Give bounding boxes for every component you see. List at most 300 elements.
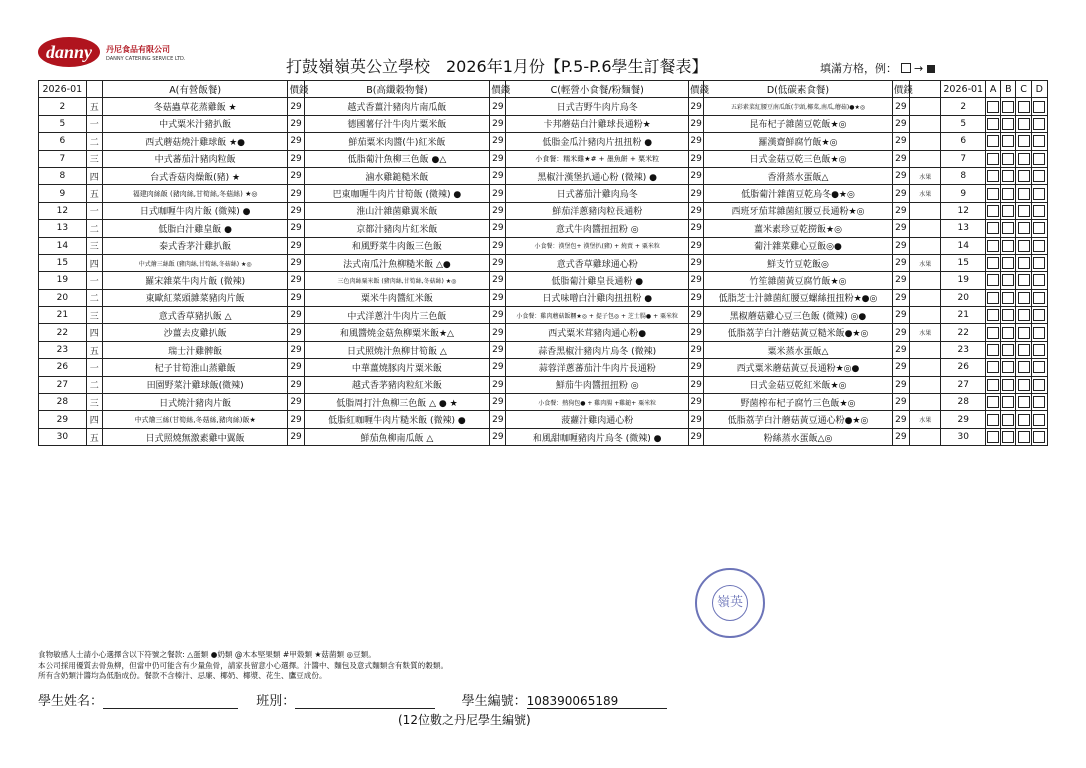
order-checkbox-d[interactable] [1033, 240, 1045, 252]
order-checkbox-d[interactable] [1033, 188, 1045, 200]
price-c: 29 [688, 341, 703, 358]
checkbox-cell-c [1016, 98, 1031, 115]
order-checkbox-c[interactable] [1018, 274, 1030, 286]
order-checkbox-c[interactable] [1018, 222, 1030, 234]
order-checkbox-b[interactable] [1002, 135, 1014, 147]
table-row [39, 98, 1048, 115]
fruit-badge [910, 376, 941, 393]
header-price: 價錢 [688, 81, 703, 98]
order-checkbox-c[interactable] [1018, 327, 1030, 339]
order-checkbox-d[interactable] [1033, 361, 1045, 373]
meal-option-d: 日式金菇豆乾三色飯★◎ [704, 150, 893, 167]
meal-option-d: 羅漢齋鮮腐竹飯★◎ [704, 133, 893, 150]
stamp-center-text: 嶺英 [712, 585, 748, 621]
price-c: 29 [688, 359, 703, 376]
row-date: 28 [39, 394, 87, 411]
student-id-field[interactable]: 108390065189 [527, 694, 667, 709]
order-checkbox-a[interactable] [987, 240, 999, 252]
order-checkbox-b[interactable] [1002, 327, 1014, 339]
order-checkbox-a[interactable] [987, 274, 999, 286]
order-checkbox-b[interactable] [1002, 153, 1014, 165]
meal-option-a: 福建肉絲飯 (豬肉絲,甘筍絲,冬菇絲) ★◎ [102, 185, 288, 202]
meal-option-d: 昆布杞子雜菌豆乾飯★◎ [704, 115, 893, 132]
row-date: 12 [39, 202, 87, 219]
meal-option-a: 田園野菜汁雞球飯(微辣) [102, 376, 288, 393]
meal-option-a: 羅宋雜菜牛肉片飯 (微辣) [102, 272, 288, 289]
meal-option-d: 野菌榨布杞子腐竹三色飯★◎ [704, 394, 893, 411]
meal-option-c: 小食餐：雞肉蘑菇飯糰★◎ + 提子包◎ + 芝士腸● + 粟米粒 [506, 307, 689, 324]
price-b: 29 [490, 202, 506, 219]
row-date-right: 21 [941, 307, 986, 324]
checkbox-cell-b [1001, 272, 1016, 289]
order-checkbox-c[interactable] [1018, 257, 1030, 269]
order-checkbox-c[interactable] [1018, 379, 1030, 391]
price-c: 29 [688, 98, 703, 115]
order-checkbox-b[interactable] [1002, 414, 1014, 426]
order-checkbox-a[interactable] [987, 431, 999, 443]
row-date-right: 27 [941, 376, 986, 393]
row-weekday: 四 [86, 411, 102, 428]
order-checkbox-d[interactable] [1033, 379, 1045, 391]
fruit-badge [910, 272, 941, 289]
row-date: 30 [39, 428, 87, 445]
order-checkbox-b[interactable] [1002, 274, 1014, 286]
checkbox-cell-b [1001, 307, 1016, 324]
order-checkbox-d[interactable] [1033, 153, 1045, 165]
meal-option-c: 西式粟米茸豬肉通心粉● [506, 324, 689, 341]
order-checkbox-c[interactable] [1018, 118, 1030, 130]
price-d: 29 [892, 411, 909, 428]
price-c: 29 [688, 150, 703, 167]
checkbox-cell-c [1016, 307, 1031, 324]
row-date: 7 [39, 150, 87, 167]
price-a: 29 [288, 202, 304, 219]
row-weekday: 五 [86, 428, 102, 445]
order-checkbox-a[interactable] [987, 101, 999, 113]
fruit-badge: 水果 [910, 254, 941, 271]
checkbox-cell-d [1031, 167, 1047, 184]
order-checkbox-b[interactable] [1002, 309, 1014, 321]
order-checkbox-a[interactable] [987, 257, 999, 269]
checkbox-cell-d [1031, 185, 1047, 202]
meal-option-d: 低脂葡汁雜菌豆乾烏冬●★◎ [704, 185, 893, 202]
row-date-right: 22 [941, 324, 986, 341]
meal-option-d: 粉絲蒸水蛋飯△◎ [704, 428, 893, 445]
order-checkbox-c[interactable] [1018, 361, 1030, 373]
row-date-right: 23 [941, 341, 986, 358]
checkbox-cell-a [986, 115, 1001, 132]
table-row [39, 411, 1048, 428]
class-field[interactable] [295, 694, 435, 709]
header-option-b: B(高纖穀物餐) [304, 81, 490, 98]
order-checkbox-a[interactable] [987, 414, 999, 426]
meal-option-b: 日式照燒汁魚柳甘筍飯 △ [304, 341, 490, 358]
order-checkbox-d[interactable] [1033, 205, 1045, 217]
order-checkbox-c[interactable] [1018, 170, 1030, 182]
price-c: 29 [688, 254, 703, 271]
row-date-right: 5 [941, 115, 986, 132]
price-d: 29 [892, 133, 909, 150]
checkbox-cell-c [1016, 359, 1031, 376]
header-option-d: D(低碳素食餐) [704, 81, 893, 98]
order-checkbox-a[interactable] [987, 344, 999, 356]
order-checkbox-c[interactable] [1018, 431, 1030, 443]
fruit-badge [910, 220, 941, 237]
order-checkbox-c[interactable] [1018, 188, 1030, 200]
price-d: 29 [892, 220, 909, 237]
checkbox-cell-c [1016, 394, 1031, 411]
order-checkbox-a[interactable] [987, 205, 999, 217]
checkbox-cell-c [1016, 185, 1031, 202]
row-weekday: 二 [86, 133, 102, 150]
row-weekday: 一 [86, 202, 102, 219]
checkbox-cell-a [986, 98, 1001, 115]
meal-option-a: 日式咖喱牛肉片飯 (微辣) ● [102, 202, 288, 219]
meal-option-c: 低脂葡汁雞皇長通粉 ● [506, 272, 689, 289]
row-date-right: 26 [941, 359, 986, 376]
price-b: 29 [490, 289, 506, 306]
student-name-field[interactable] [103, 694, 238, 709]
order-checkbox-a[interactable] [987, 135, 999, 147]
checkbox-cell-c [1016, 133, 1031, 150]
checkbox-cell-a [986, 324, 1001, 341]
checkbox-cell-a [986, 202, 1001, 219]
price-c: 29 [688, 307, 703, 324]
price-d: 29 [892, 394, 909, 411]
meal-option-a: 低脂白汁雞皇飯 ● [102, 220, 288, 237]
order-checkbox-c[interactable] [1018, 344, 1030, 356]
price-b: 29 [490, 376, 506, 393]
meal-option-c: 和風甜咖喱豬肉片烏冬 (微辣) ● [506, 428, 689, 445]
order-checkbox-a[interactable] [987, 222, 999, 234]
header-check-b: B [1001, 81, 1016, 98]
price-b: 29 [490, 237, 506, 254]
checkbox-cell-c [1016, 272, 1031, 289]
order-checkbox-b[interactable] [1002, 431, 1014, 443]
meal-option-d: 香滑蒸水蛋飯△ [704, 167, 893, 184]
price-b: 29 [490, 167, 506, 184]
order-checkbox-b[interactable] [1002, 361, 1014, 373]
order-checkbox-a[interactable] [987, 327, 999, 339]
price-a: 29 [288, 98, 304, 115]
row-weekday: 二 [86, 220, 102, 237]
student-id-label: 學生編號： [461, 694, 527, 709]
order-checkbox-c[interactable] [1018, 292, 1030, 304]
fruit-badge [910, 394, 941, 411]
price-c: 29 [688, 167, 703, 184]
checkbox-cell-b [1001, 98, 1016, 115]
row-weekday: 四 [86, 167, 102, 184]
fruit-badge [910, 98, 941, 115]
price-c: 29 [688, 324, 703, 341]
order-checkbox-a[interactable] [987, 379, 999, 391]
order-checkbox-b[interactable] [1002, 257, 1014, 269]
company-logo: danny [38, 37, 100, 67]
checkbox-cell-a [986, 428, 1001, 445]
meal-option-c: 日式吉野牛肉片烏冬 [506, 98, 689, 115]
checkbox-cell-c [1016, 237, 1031, 254]
note-line: 本公司採用優質去骨魚柳，但當中仍可能含有少量魚骨，請家長留意小心選擇。汁醬中、麵包及意式麵類含有麩質的穀類。 [38, 660, 449, 670]
meal-option-a: 瑞士汁雞髀飯 [102, 341, 288, 358]
meal-option-b: 鮮茄魚柳南瓜飯 △ [304, 428, 490, 445]
order-checkbox-c[interactable] [1018, 309, 1030, 321]
order-checkbox-d[interactable] [1033, 327, 1045, 339]
price-d: 29 [892, 202, 909, 219]
student-id-note: (12位數之丹尼學生編號) [398, 713, 531, 727]
checkbox-cell-c [1016, 254, 1031, 271]
row-date: 21 [39, 307, 87, 324]
row-date: 29 [39, 411, 87, 428]
order-checkbox-d[interactable] [1033, 222, 1045, 234]
order-checkbox-b[interactable] [1002, 292, 1014, 304]
meal-option-a: 日式燒汁豬肉片飯 [102, 394, 288, 411]
table-row [39, 115, 1048, 132]
checkbox-cell-c [1016, 167, 1031, 184]
row-weekday: 一 [86, 272, 102, 289]
meal-option-a: 意式香草豬扒飯 △ [102, 307, 288, 324]
meal-option-d: 黑椒蘑菇雞心豆三色飯 (微辣) ◎● [704, 307, 893, 324]
meal-option-b: 鮮茄粟米肉醬(牛)紅米飯 [304, 133, 490, 150]
checkbox-cell-b [1001, 376, 1016, 393]
price-a: 29 [288, 376, 304, 393]
price-c: 29 [688, 115, 703, 132]
meal-option-d: 西式粟米蘑菇黃豆長通粉★◎● [704, 359, 893, 376]
student-info [38, 690, 667, 709]
note-line: 所有含奶類汁醬均為低脂成份。餐款不含榛汁、忌廉、椰奶、椰漿、花生、鷹豆成份。 [38, 671, 327, 680]
note-line: 食物敏感人士請小心選擇含以下符號之餐款: △蛋類 ●奶類 @木本堅果類 #甲殼類 ★菇菌類 ◎豆類。 [38, 650, 376, 659]
order-checkbox-b[interactable] [1002, 118, 1014, 130]
price-b: 29 [490, 324, 506, 341]
meal-option-b: 淮山汁雜菌雞翼米飯 [304, 202, 490, 219]
table-row [39, 376, 1048, 393]
price-c: 29 [688, 289, 703, 306]
order-checkbox-b[interactable] [1002, 344, 1014, 356]
checkbox-cell-c [1016, 289, 1031, 306]
fruit-badge: 水果 [910, 324, 941, 341]
order-checkbox-a[interactable] [987, 118, 999, 130]
order-checkbox-d[interactable] [1033, 396, 1045, 408]
order-checkbox-b[interactable] [1002, 240, 1014, 252]
meal-option-b: 低脂紅咖喱牛肉片糙米飯 (微辣) ● [304, 411, 490, 428]
fruit-badge: 水果 [910, 185, 941, 202]
order-checkbox-b[interactable] [1002, 170, 1014, 182]
meal-option-c: 意式香草雞球通心粉 [506, 254, 689, 271]
table-row [39, 359, 1048, 376]
table-row [39, 272, 1048, 289]
meal-option-a: 台式香菇肉燥飯(豬) ★ [102, 167, 288, 184]
empty-box-icon [901, 63, 911, 73]
meal-option-d: 低脂荔芋白汁蘑菇黃豆通心粉●★◎ [704, 411, 893, 428]
meal-option-d: 粟米蒸水蛋飯△ [704, 341, 893, 358]
order-checkbox-b[interactable] [1002, 222, 1014, 234]
order-checkbox-c[interactable] [1018, 135, 1030, 147]
price-a: 29 [288, 359, 304, 376]
price-d: 29 [892, 359, 909, 376]
fruit-badge: 水果 [910, 411, 941, 428]
table-row [39, 202, 1048, 219]
row-date-right: 2 [941, 98, 986, 115]
order-checkbox-b[interactable] [1002, 101, 1014, 113]
meal-option-a: 日式照燒無激素雞中翼飯 [102, 428, 288, 445]
meal-option-a: 杞子甘筍淮山蒸雞飯 [102, 359, 288, 376]
table-row [39, 220, 1048, 237]
order-checkbox-b[interactable] [1002, 396, 1014, 408]
order-checkbox-c[interactable] [1018, 240, 1030, 252]
order-checkbox-d[interactable] [1033, 170, 1045, 182]
price-d: 29 [892, 98, 909, 115]
checkbox-cell-b [1001, 359, 1016, 376]
order-checkbox-d[interactable] [1033, 118, 1045, 130]
order-checkbox-c[interactable] [1018, 205, 1030, 217]
fruit-badge [910, 133, 941, 150]
checkbox-cell-d [1031, 220, 1047, 237]
fruit-badge [910, 115, 941, 132]
checkbox-cell-a [986, 359, 1001, 376]
row-date: 5 [39, 115, 87, 132]
row-date-right: 20 [941, 289, 986, 306]
fruit-badge: 水果 [910, 167, 941, 184]
meal-option-a: 東歐紅菜頭雜菜豬肉片飯 [102, 289, 288, 306]
price-b: 29 [490, 307, 506, 324]
checkbox-cell-d [1031, 237, 1047, 254]
meal-option-b: 和風醬燒金菇魚柳粟米飯★△ [304, 324, 490, 341]
meal-option-a: 泰式香茅汁雞扒飯 [102, 237, 288, 254]
row-weekday: 三 [86, 150, 102, 167]
meal-option-c: 小食餐：熱狗包● + 雞肉腸 +雞鎚+ 粟米粒 [506, 394, 689, 411]
checkbox-cell-c [1016, 376, 1031, 393]
order-checkbox-a[interactable] [987, 170, 999, 182]
order-checkbox-d[interactable] [1033, 101, 1045, 113]
checkbox-cell-a [986, 185, 1001, 202]
checkbox-cell-a [986, 272, 1001, 289]
order-checkbox-a[interactable] [987, 361, 999, 373]
price-a: 29 [288, 185, 304, 202]
fruit-badge [910, 341, 941, 358]
meal-option-c: 鮮茄牛肉醬扭扭粉 ◎ [506, 376, 689, 393]
checkbox-cell-c [1016, 202, 1031, 219]
order-checkbox-d[interactable] [1033, 135, 1045, 147]
meal-option-c: 蒜香黑椒汁豬肉片烏冬 (微辣) [506, 341, 689, 358]
price-d: 29 [892, 307, 909, 324]
checkbox-cell-a [986, 289, 1001, 306]
row-date: 6 [39, 133, 87, 150]
price-c: 29 [688, 272, 703, 289]
meal-option-b: 德國薯仔汁牛肉片粟米飯 [304, 115, 490, 132]
price-d: 29 [892, 376, 909, 393]
order-checkbox-d[interactable] [1033, 414, 1045, 426]
meal-option-c: 黑椒汁漢堡扒通心粉 (微辣) ● [506, 167, 689, 184]
price-c: 29 [688, 394, 703, 411]
price-a: 29 [288, 254, 304, 271]
row-weekday: 三 [86, 237, 102, 254]
price-c: 29 [688, 133, 703, 150]
order-checkbox-d[interactable] [1033, 274, 1045, 286]
meal-option-b: 巴東咖喱牛肉片甘筍飯 (微辣) ● [304, 185, 490, 202]
table-row [39, 150, 1048, 167]
arrow-icon: → [914, 62, 924, 75]
header-month-right: 2026-01 [941, 81, 986, 98]
fruit-badge [910, 289, 941, 306]
row-date: 23 [39, 341, 87, 358]
order-checkbox-b[interactable] [1002, 205, 1014, 217]
price-b: 29 [490, 185, 506, 202]
meal-option-a: 中式燴三絲(甘筍絲,冬菇絲,豬肉絲)飯★ [102, 411, 288, 428]
checkbox-cell-a [986, 411, 1001, 428]
fruit-badge [910, 202, 941, 219]
order-checkbox-d[interactable] [1033, 292, 1045, 304]
price-d: 29 [892, 289, 909, 306]
price-b: 29 [490, 359, 506, 376]
order-checkbox-b[interactable] [1002, 188, 1014, 200]
order-checkbox-d[interactable] [1033, 431, 1045, 443]
order-checkbox-d[interactable] [1033, 257, 1045, 269]
row-date-right: 29 [941, 411, 986, 428]
order-checkbox-d[interactable] [1033, 344, 1045, 356]
order-checkbox-a[interactable] [987, 153, 999, 165]
order-checkbox-a[interactable] [987, 292, 999, 304]
price-d: 29 [892, 324, 909, 341]
meal-option-d: 低脂荔芋白汁蘑菇黃豆糙米飯●★◎ [704, 324, 893, 341]
header-price: 價錢 [288, 81, 304, 98]
order-checkbox-d[interactable] [1033, 309, 1045, 321]
price-b: 29 [490, 254, 506, 271]
order-checkbox-c[interactable] [1018, 153, 1030, 165]
checkbox-cell-d [1031, 98, 1047, 115]
order-checkbox-a[interactable] [987, 309, 999, 321]
table-row [39, 428, 1048, 445]
order-checkbox-a[interactable] [987, 396, 999, 408]
table-row [39, 394, 1048, 411]
order-checkbox-c[interactable] [1018, 101, 1030, 113]
price-d: 29 [892, 150, 909, 167]
price-b: 29 [490, 220, 506, 237]
row-date-right: 28 [941, 394, 986, 411]
checkbox-cell-a [986, 376, 1001, 393]
price-c: 29 [688, 411, 703, 428]
price-b: 29 [490, 115, 506, 132]
meal-option-b: 中華薑燒豚肉片粟米飯 [304, 359, 490, 376]
header-fruit [910, 81, 941, 98]
table-row [39, 167, 1048, 184]
header-option-c: C(輕營小食餐/粉麵餐) [506, 81, 689, 98]
table-row [39, 133, 1048, 150]
checkbox-cell-d [1031, 272, 1047, 289]
order-checkbox-c[interactable] [1018, 396, 1030, 408]
fruit-badge [910, 150, 941, 167]
price-a: 29 [288, 150, 304, 167]
order-checkbox-a[interactable] [987, 188, 999, 200]
row-weekday: 一 [86, 115, 102, 132]
checkbox-cell-d [1031, 133, 1047, 150]
meal-option-b: 滷水雞鎚糙米飯 [304, 167, 490, 184]
checkbox-cell-c [1016, 428, 1031, 445]
meal-option-c: 小食餐：糯米雞★# + 墨魚餅 + 粟米粒 [506, 150, 689, 167]
table-row [39, 237, 1048, 254]
table-row [39, 307, 1048, 324]
meal-option-a: 西式蘑菇燒汁雞球飯 ★● [102, 133, 288, 150]
checkbox-cell-b [1001, 150, 1016, 167]
price-d: 29 [892, 167, 909, 184]
meal-option-b: 法式南瓜汁魚柳糙米飯 △● [304, 254, 490, 271]
meal-option-b: 和風野菜牛肉飯三色飯 [304, 237, 490, 254]
meal-option-b: 低脂葡汁魚柳三色飯 ●△ [304, 150, 490, 167]
row-date: 2 [39, 98, 87, 115]
checkbox-cell-c [1016, 324, 1031, 341]
order-checkbox-b[interactable] [1002, 379, 1014, 391]
order-checkbox-c[interactable] [1018, 414, 1030, 426]
price-b: 29 [490, 394, 506, 411]
checkbox-cell-a [986, 167, 1001, 184]
